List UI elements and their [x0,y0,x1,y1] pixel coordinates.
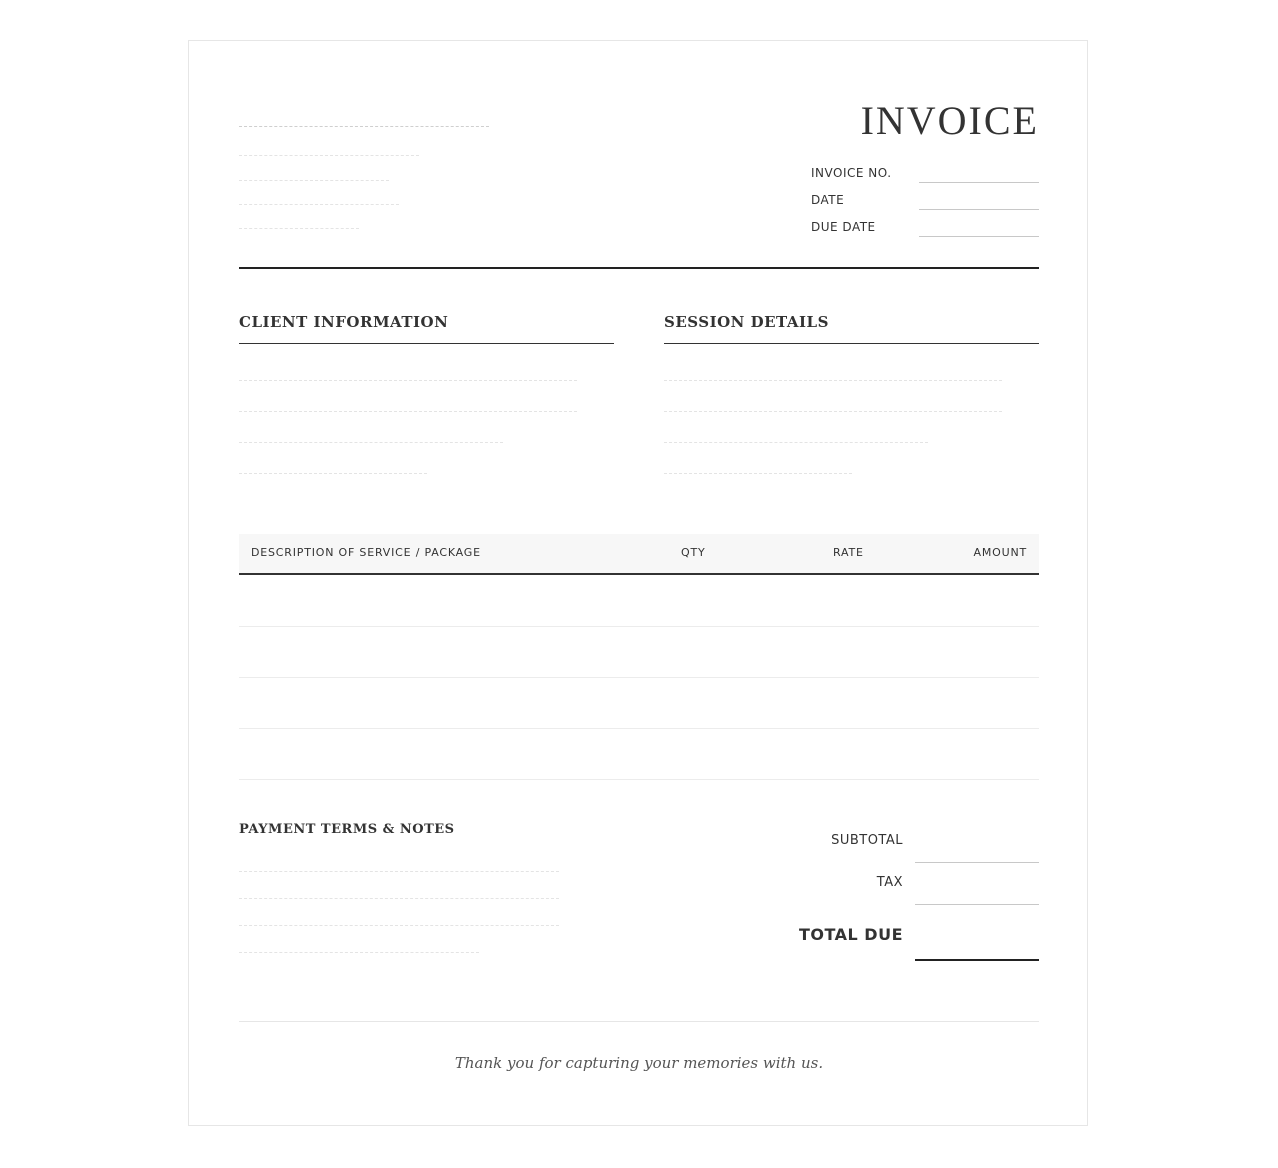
total-due-field[interactable] [915,959,1039,961]
session-details-rule [664,343,1039,344]
date-label: DATE [811,193,845,207]
line-item-row[interactable] [239,678,1039,728]
session-line[interactable] [664,411,1002,412]
client-line[interactable] [239,380,577,381]
subtotal-label: SUBTOTAL [831,833,903,848]
business-city-line[interactable] [239,180,389,181]
date-field[interactable] [919,209,1039,210]
footer-divider [239,1021,1039,1022]
line-item-row[interactable] [239,627,1039,677]
total-due-label: TOTAL DUE [798,925,903,944]
client-line[interactable] [239,411,577,412]
thank-you-message: Thank you for capturing your memories with us. [454,1054,824,1072]
session-line[interactable] [664,380,1002,381]
session-line[interactable] [664,473,852,474]
invoice-no-field[interactable] [919,182,1039,183]
tax-label: TAX [876,875,903,890]
business-name-line[interactable] [239,126,489,127]
due-date-field[interactable] [919,236,1039,237]
line-item-row[interactable] [239,729,1039,779]
invoice-no-label: INVOICE NO. [811,166,892,180]
subtotal-field[interactable] [915,862,1039,863]
invoice-page [188,40,1088,1126]
column-rate: RATE [833,546,864,559]
client-info-title: CLIENT INFORMATION [239,313,449,331]
tax-field[interactable] [915,904,1039,905]
business-email-line[interactable] [239,204,399,205]
column-qty: QTY [681,546,706,559]
client-line[interactable] [239,442,503,443]
client-line[interactable] [239,473,427,474]
line-item-row[interactable] [239,576,1039,626]
line-items-header [239,534,1039,575]
business-address-line[interactable] [239,155,419,156]
notes-line[interactable] [239,925,559,926]
session-details-title: SESSION DETAILS [664,313,829,331]
business-phone-line[interactable] [239,228,359,229]
notes-line[interactable] [239,898,559,899]
invoice-title: INVOICE [860,98,1039,143]
payment-terms-title: PAYMENT TERMS & NOTES [239,822,455,837]
row-divider [239,779,1039,780]
client-info-rule [239,343,614,344]
session-line[interactable] [664,442,928,443]
header-divider [239,267,1039,269]
notes-line[interactable] [239,952,479,953]
due-date-label: DUE DATE [811,220,876,234]
column-amount: AMOUNT [973,546,1027,559]
notes-line[interactable] [239,871,559,872]
column-description: DESCRIPTION OF SERVICE / PACKAGE [251,546,481,559]
